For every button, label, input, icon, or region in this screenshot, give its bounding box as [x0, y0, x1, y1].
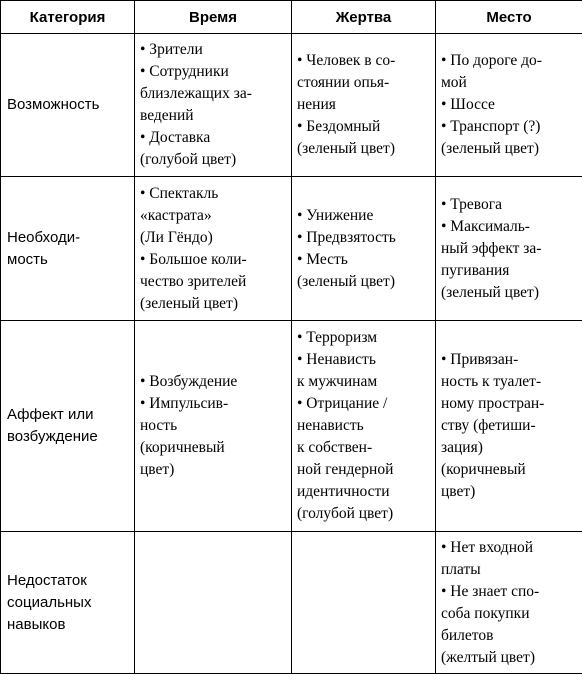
- place-line: мой: [441, 72, 579, 94]
- victim-line: к собствен-: [297, 437, 432, 459]
- victim-line: ненависть: [297, 415, 432, 437]
- time-line: (Ли Гёндо): [140, 227, 288, 249]
- category-cell: [1, 177, 135, 321]
- place-line: соба покупки: [441, 603, 579, 625]
- place-cell: [436, 34, 582, 177]
- category-line: Необходи-: [7, 227, 134, 249]
- place-line: ному простран-: [441, 393, 579, 415]
- victim-line: (голубой цвет): [297, 503, 432, 525]
- time-line: (голубой цвет): [140, 149, 288, 171]
- place-line: • Привязан-: [441, 349, 579, 371]
- table-row: [1, 321, 582, 532]
- place-cell: [436, 177, 582, 321]
- victim-line: ной гендерной: [297, 459, 432, 481]
- time-line: • Доставка: [140, 127, 288, 149]
- time-cell: [135, 321, 292, 532]
- time-line: • Спектакль: [140, 183, 288, 205]
- victim-cell: [292, 177, 436, 321]
- time-line: (зеленый цвет): [140, 293, 288, 315]
- time-line: • Зрители: [140, 39, 288, 61]
- victim-line: • Ненависть: [297, 349, 432, 371]
- time-line: • Импульсив-: [140, 393, 288, 415]
- time-cell: [135, 177, 292, 321]
- place-cell: [436, 321, 582, 532]
- victim-line: • Месть: [297, 249, 432, 271]
- place-cell: [436, 532, 582, 674]
- time-line: близлежащих за-: [140, 83, 288, 105]
- category-line: навыков: [7, 614, 134, 636]
- category-line: возбуждение: [7, 426, 134, 448]
- time-line: • Возбуждение: [140, 371, 288, 393]
- victim-line: идентичности: [297, 481, 432, 503]
- header-category: Категория: [1, 1, 135, 34]
- category-cell: [1, 34, 135, 177]
- victim-line: • Человек в со-: [297, 50, 432, 72]
- category-cell: [1, 321, 135, 532]
- time-line: чество зрителей: [140, 271, 288, 293]
- header-time: Время: [135, 1, 292, 34]
- victim-cell: [292, 321, 436, 532]
- victim-line: • Унижение: [297, 205, 432, 227]
- category-line: социальных: [7, 592, 134, 614]
- time-line: ность: [140, 415, 288, 437]
- victim-line: • Терроризм: [297, 327, 432, 349]
- place-line: ность к туалет-: [441, 371, 579, 393]
- time-line: цвет): [140, 459, 288, 481]
- victim-line: • Предвзятость: [297, 227, 432, 249]
- place-line: • Не знает спо-: [441, 581, 579, 603]
- table-row: [1, 177, 582, 321]
- header-place: Место: [436, 1, 582, 34]
- place-line: зация): [441, 437, 579, 459]
- place-line: • По дороге до-: [441, 50, 579, 72]
- category-line: Аффект или: [7, 404, 134, 426]
- victim-line: к мужчинам: [297, 371, 432, 393]
- place-line: ству (фетиши-: [441, 415, 579, 437]
- victim-cell: [292, 34, 436, 177]
- victim-line: • Бездомный: [297, 116, 432, 138]
- victim-line: нения: [297, 94, 432, 116]
- category-line: Недостаток: [7, 570, 134, 592]
- time-line: • Сотрудники: [140, 61, 288, 83]
- place-line: • Транспорт (?): [441, 116, 579, 138]
- place-line: (зеленый цвет): [441, 282, 579, 304]
- category-line: Возможность: [7, 94, 134, 116]
- time-line: • Большое коли-: [140, 249, 288, 271]
- time-line: «кастрата»: [140, 205, 288, 227]
- place-line: • Максималь-: [441, 216, 579, 238]
- place-line: • Тревога: [441, 194, 579, 216]
- category-cell: [1, 532, 135, 674]
- victim-line: • Отрицание /: [297, 393, 432, 415]
- table-row: [1, 34, 582, 177]
- place-line: билетов: [441, 625, 579, 647]
- victim-line: стоянии опья-: [297, 72, 432, 94]
- table-row: [1, 532, 582, 674]
- place-line: (коричневый: [441, 459, 579, 481]
- time-cell: [135, 532, 292, 674]
- victim-line: (зеленый цвет): [297, 138, 432, 160]
- victim-line: (зеленый цвет): [297, 271, 432, 293]
- category-line: мость: [7, 249, 134, 271]
- victim-cell: [292, 532, 436, 674]
- place-line: пугивания: [441, 260, 579, 282]
- time-line: (коричневый: [140, 437, 288, 459]
- place-line: • Шоссе: [441, 94, 579, 116]
- time-cell: [135, 34, 292, 177]
- place-line: (зеленый цвет): [441, 138, 579, 160]
- place-line: ный эффект за-: [441, 238, 579, 260]
- place-line: платы: [441, 559, 579, 581]
- header-row: [1, 1, 582, 34]
- place-line: цвет): [441, 481, 579, 503]
- place-line: (желтый цвет): [441, 647, 579, 669]
- place-line: • Нет входной: [441, 537, 579, 559]
- header-victim: Жертва: [292, 1, 436, 34]
- time-line: ведений: [140, 105, 288, 127]
